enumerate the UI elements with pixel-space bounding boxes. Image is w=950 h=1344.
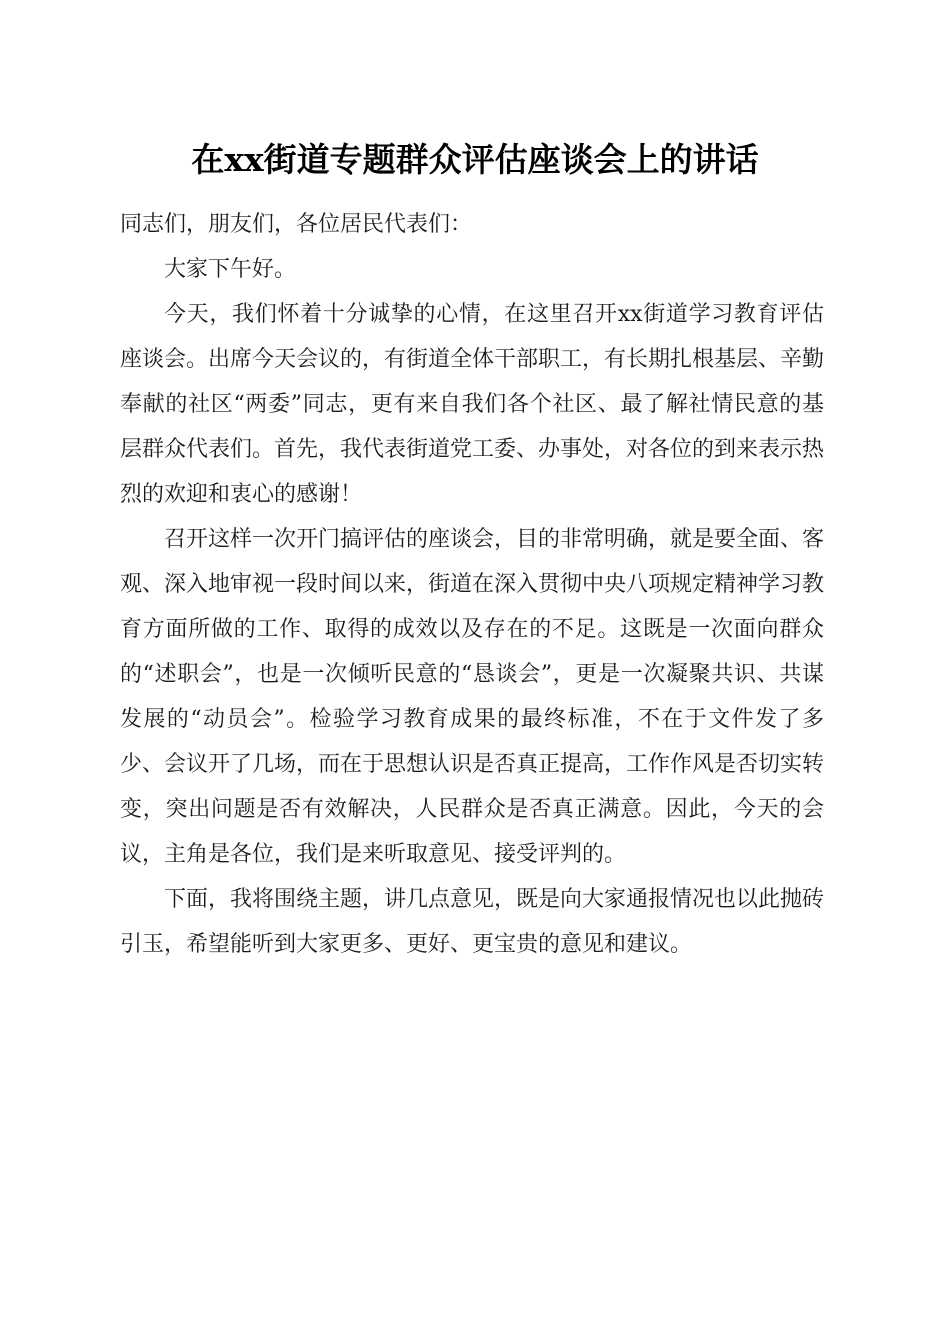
- paragraph-purpose: 召开这样一次开门搞评估的座谈会，目的非常明确，就是要全面、客观、深入地审视一段时间以来，街道在深入贯彻中央八项规定精神学习教育方面所做的工作、取得的成效以及存在的不足。这既是一次面向群众的“述职会”，也是一次倾听民意的“恳谈会”，更是一次凝聚共识、共谋发展的“动员会”。检验学习教育成果的最终标准，不在于文件发了多少、会议开了几场，而在于思想认识是否真正提高，工作作风是否切实转变，突出问题是否有效解决，人民群众是否真正满意。因此，今天的会议，主角是各位，我们是来听取意见、接受评判的。: [120, 527, 825, 867]
- paragraph-greeting: 大家下午好。: [164, 257, 297, 282]
- salutation: 同志们，朋友们，各位居民代表们：: [120, 212, 473, 237]
- document-body: [120, 202, 824, 967]
- paragraph-opening: 今天，我们怀着十分诚挚的心情，在这里召开xx街道学习教育评估座谈会。出席今天会议的，有街道全体干部职工，有长期扎根基层、辛勤奉献的社区“两委”同志，更有来自我们各个社区、最了解社情民意的基层群众代表们。首先，我代表街道党工委、办事处，对各位的到来表示热烈的欢迎和衷心的感谢！: [120, 302, 825, 507]
- paragraph-transition: 下面，我将围绕主题，讲几点意见，既是向大家通报情况也以此抛砖引玉，希望能听到大家更多、更好、更宝贵的意见和建议。: [120, 887, 825, 957]
- document-title: 在xx街道专题群众评估座谈会上的讲话: [191, 140, 759, 179]
